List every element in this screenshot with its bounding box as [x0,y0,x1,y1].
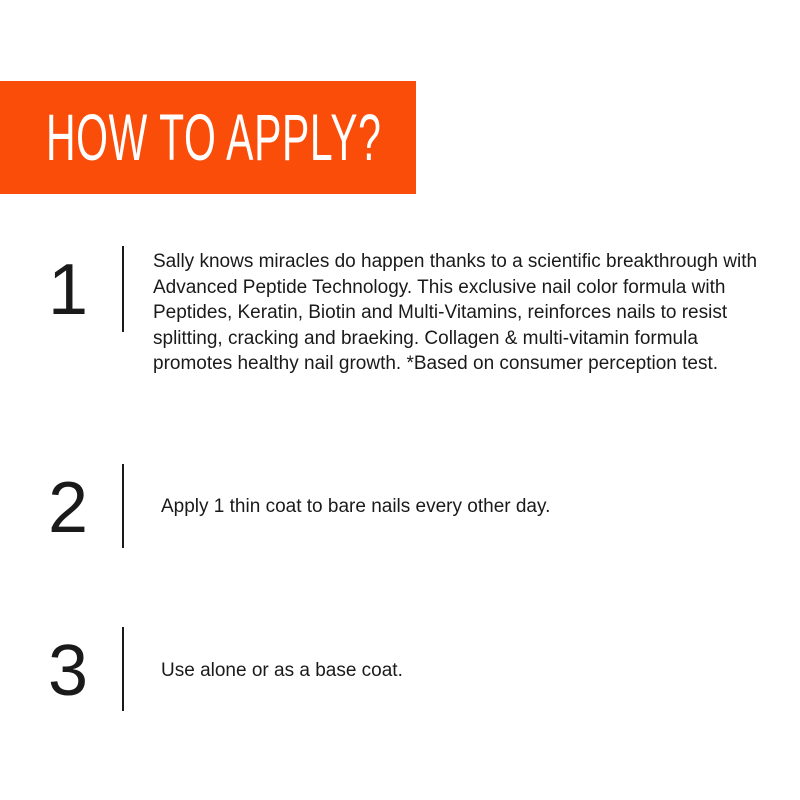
step-number: 3 [47,631,89,711]
step-divider [122,627,124,711]
page-title: HOW TO APPLY? [46,100,382,174]
step-description: Apply 1 thin coat to bare nails every other day. [161,496,551,517]
step-description: Sally knows miracles do happen thanks to a scientific breakthrough with Advanced Peptide Technology. This exclusive nail color formula with Peptides, Keratin, Biotin and Multi-Vitamins, reinforces nails to resist splitting, cracking and braeking. Collagen & multi-vitamin formula promotes healthy nail growth. *Based on consumer perception test. [153,251,758,374]
step-number: 2 [47,468,89,548]
step-divider [122,464,124,548]
step-divider [122,246,124,332]
step-description: Use alone or as a base coat. [161,660,403,681]
step-number: 1 [47,250,89,330]
